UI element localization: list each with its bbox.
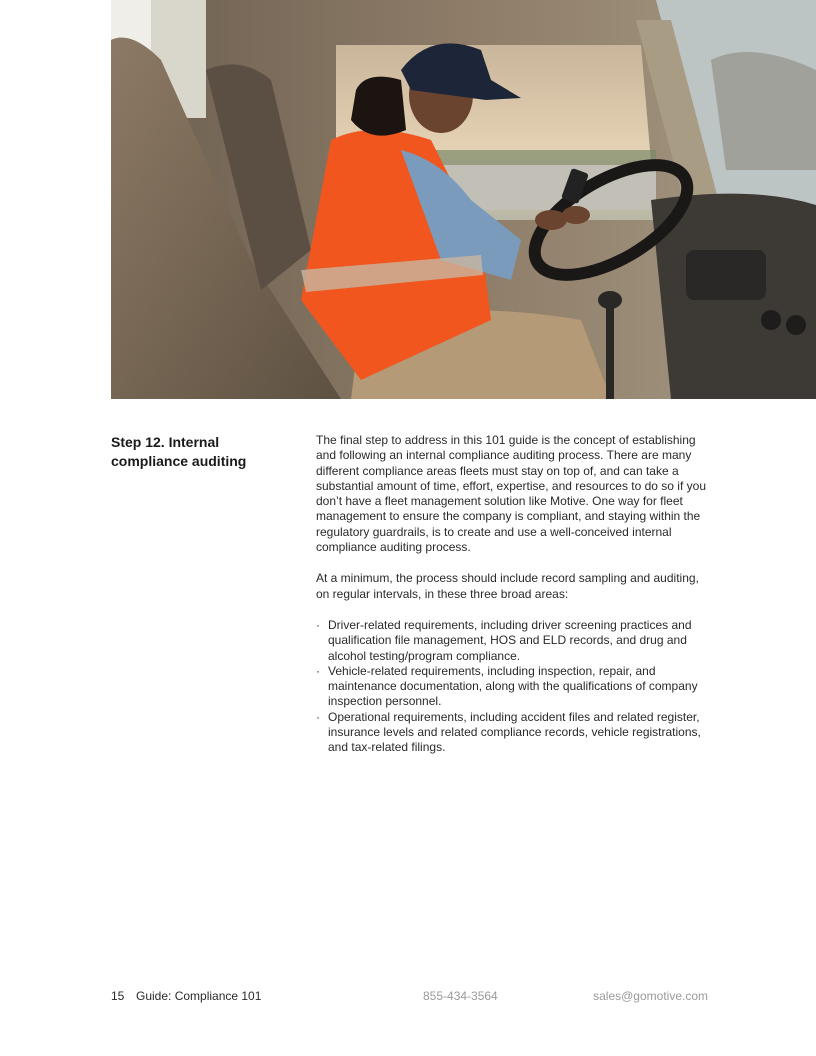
hero-illustration [111,0,816,399]
list-item-text: Driver-related requirements, including driver screening practices and qualification file management, HOS and ELD records, and drug and alcohol testing/program compliance. [328,617,692,663]
audit-areas-list [316,618,708,756]
truck-driver-photo [111,0,816,399]
section-heading: Step 12. Internal compliance auditing [111,434,247,469]
bullet-glyph: · [316,617,320,632]
list-item [316,618,708,664]
guide-title: Guide: Compliance 101 [136,989,262,1003]
page-footer [111,989,708,1005]
list-item [316,664,708,710]
bullet-glyph: · [316,709,320,724]
list-item-text: Vehicle-related requirements, including inspection, repair, and maintenance documentation, along with the qualifications of company inspection personnel. [328,663,698,709]
phone-number: 855-434-3564 [423,989,498,1003]
bullet-glyph: · [316,663,320,678]
list-item-text: Operational requirements, including accident files and related register, insurance levels and related compliance records, vehicle registrations, and tax-related filings. [328,709,701,755]
section-body [316,433,708,756]
scope-paragraph: At a minimum, the process should include record sampling and auditing, on regular intervals, in these three broad areas: [316,571,699,601]
intro-paragraph: The final step to address in this 101 guide is the concept of establishing and following an internal compliance auditing process. There are many different compliance areas fleets must stay on top of, and can take a substantial amount of time, effort, expertise, and resources to do so if you don’t have a fleet management solution like Motive. One way for fleet management to ensure the company is compliant, and staying within the regulatory guardrails, is to create and use a well-conceived internal compliance auditing process. [316,433,706,555]
page-number: 15 [111,989,125,1003]
email-address: sales@gomotive.com [593,989,708,1003]
list-item [316,710,708,756]
